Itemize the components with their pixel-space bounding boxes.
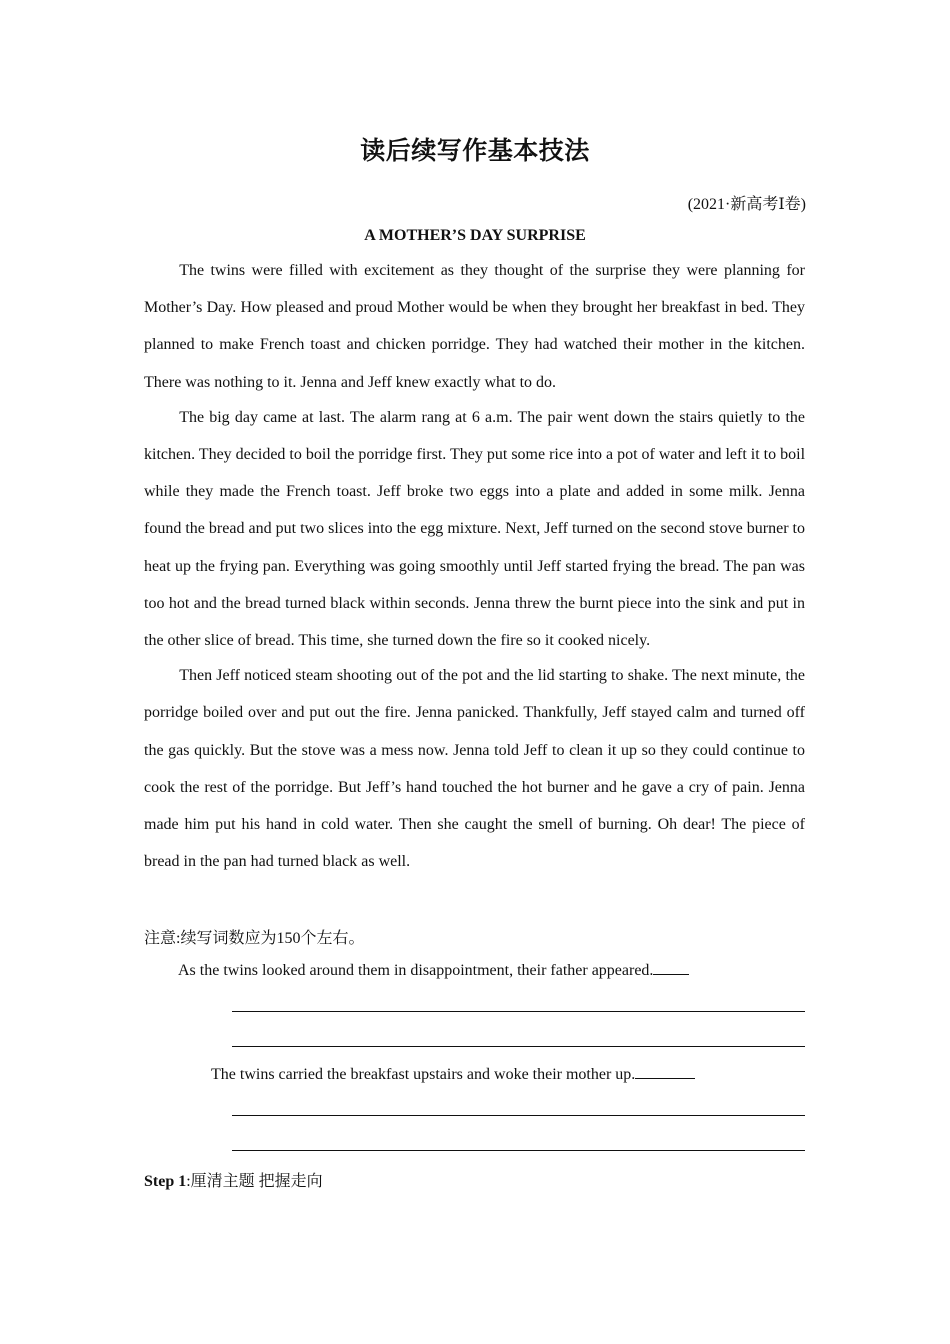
story-paragraph-2: The big day came at last. The alarm rang at 6 a.m. The pair went down the stairs quietly to the kitchen. They decided to boil the porridge first. They put some rice into a pot of water and left it to boil while they made the French toast. Jeff broke two eggs into a plate and added in some milk. Jenna found the bread and put two slices into the egg mixture. Next, Jeff turned on the second stove burner to heat up the frying pan. Everything was going smoothly until Jeff started frying the bread. The pan was too hot and the bread turned black within seconds. Jenna threw the burnt piece into the sink and put in the other slice of bread. This time, she turned down the fire so it cooked nicely. — [144, 408, 806, 650]
page-title: 读后续写作基本技法 — [360, 136, 590, 165]
prompt-2-blank[interactable] — [635, 1064, 695, 1079]
continuation-prompt-2 — [211, 1064, 695, 1084]
story-paragraph-3: Then Jeff noticed steam shooting out of the pot and the lid starting to shake. The next minute, the porridge boiled over and put out the fire. Jenna panicked. Thankfully, Jeff stayed calm and turned off the gas quickly. But the stove was a mess now. Jenna told Jeff to clean it up so they could continue to cook the rest of the porridge. But Jeff’s hand touched the hot burner and he gave a cry of pain. Jenna made him put his hand in cold water. Then she caught the smell of burning. Oh dear! The piece of bread in the pan had turned black as well. — [144, 667, 805, 871]
story-paragraph-1: The twins were filled with excitement as they thought of the surprise they were planning for Mother’s Day. How pleased and proud Mother would be when they brought her breakfast in bed. They planned to make French toast and chicken porridge. They had watched their mother in the kitchen. There was nothing to it. Jenna and Jeff knew exactly what to do. — [144, 262, 805, 391]
continuation-prompt-1 — [178, 960, 689, 980]
step-label: Step 1 — [144, 1173, 187, 1190]
writing-line-1[interactable] — [232, 1011, 805, 1012]
exam-source: (2021·新高考Ⅰ卷) — [687, 196, 806, 213]
prompt-1-text: As the twins looked around them in disappointment, their father appeared. — [178, 962, 654, 979]
story-title: A MOTHER’S DAY SURPRISE — [364, 227, 586, 244]
word-count-note: 注意:续写词数应为150个左右。 — [144, 930, 365, 947]
prompt-2-text: The twins carried the breakfast upstairs and woke their mother up. — [211, 1066, 636, 1083]
writing-line-4[interactable] — [232, 1150, 805, 1151]
story-body — [144, 252, 805, 878]
step-text: :厘清主题 把握走向 — [186, 1173, 323, 1190]
writing-line-2[interactable] — [232, 1046, 805, 1047]
writing-line-3[interactable] — [232, 1115, 805, 1116]
step-heading — [144, 1168, 323, 1191]
prompt-1-blank[interactable] — [653, 960, 689, 975]
